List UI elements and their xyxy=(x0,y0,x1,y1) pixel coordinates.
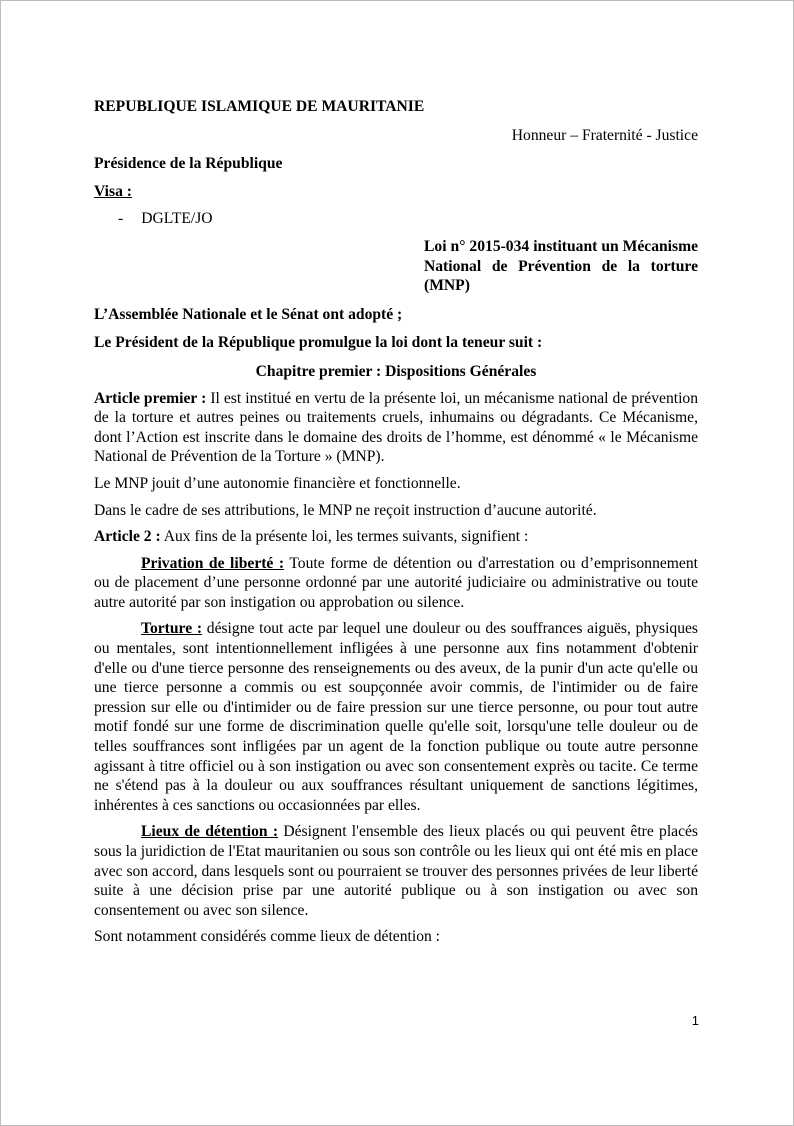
national-motto: Honneur – Fraternité - Justice xyxy=(511,126,698,144)
article-1-label: Article premier : xyxy=(94,389,207,407)
visa-item-text: DGLTE/JO xyxy=(141,210,213,228)
detention-places-intro: Sont notamment considérés comme lieux de détention : xyxy=(94,928,441,946)
presidency-heading: Présidence de la République xyxy=(94,155,283,173)
privation-definition: Toute forme de détention ou d'arrestation ou d’emprisonnement ou de placement d’une personne ordonné par une autorité judiciaire ou administrative ou toute autre autorité par son instigation ou approbation ou silence. xyxy=(94,554,698,611)
page-content xyxy=(94,97,698,947)
adoption-statement: L’Assemblée Nationale et le Sénat ont adopté ; xyxy=(94,305,403,323)
lieux-definition: Désignent l'ensemble des lieux placés ou qui peuvent être placés sous la juridiction de l'Etat mauritanien ou sous son contrôle ou les lieux qui ont été mis en place avec son accord, dans lesquels sont ou pourraient se trouver des personnes privées de leur liberté suite à une décision prise par une autorité publique ou à son instigation ou avec son consentement ou avec son silence. xyxy=(94,823,699,919)
visa-item-dash: - xyxy=(118,210,124,228)
definition-lieux xyxy=(94,822,698,920)
privation-term: Privation de liberté : xyxy=(141,554,285,572)
lieux-term: Lieux de détention : xyxy=(141,823,279,841)
torture-term: Torture : xyxy=(141,620,203,638)
country-name: REPUBLIQUE ISLAMIQUE DE MAURITANIE xyxy=(94,98,425,115)
page-number: 1 xyxy=(691,1013,699,1028)
article-2-label: Article 2 : xyxy=(94,528,161,546)
article-1-autonomy: Le MNP jouit d’une autonomie financière et fonctionnelle. xyxy=(94,474,461,492)
promulgation-statement: Le Président de la République promulgue la loi dont la teneur suit : xyxy=(94,334,543,352)
article-1-text: Il est institué en vertu de la présente loi, un mécanisme national de prévention de la torture et autres peines ou traitements cruels, inhumains ou dégradants. Ce Mécanisme, dont l’Action est inscrite dans le domaine des droits de l’homme, est dénommé « le Mécanisme National de Prévention de la Torture » (MNP). xyxy=(94,389,698,466)
article-1-paragraph xyxy=(94,389,698,467)
article-2-intro-text: Aux fins de la présente loi, les termes suivants, signifient : xyxy=(160,528,529,546)
torture-definition: désigne tout acte par lequel une douleur ou des souffrances aiguës, physiques ou mentales, sont intentionnellement infligées à une personne aux fins notamment d'obtenir d'elle ou d'une tierce personne des renseignements ou des aveux, de la punir d'un acte qu'elle ou une tierce personne a commis ou est soupçonnée avoir commis, de l'intimider ou de faire pression sur elle ou d'intimider ou de faire pression sur une tierce personne, ou pour tout autre motif fondé sur une forme de discrimination quelle qu'elle soit, lorsqu'une telle douleur ou de telles souffrances sont infligées par un agent de la fonction publique ou toute autre personne agissant à titre officiel ou à son instigation ou avec son consentement exprès ou tacite. Ce terme ne s'étend pas à la douleur ou aux souffrances résultant uniquement de sanctions légitimes, inhérentes à ces sanctions ou occasionnées par elles. xyxy=(94,620,698,814)
article-2-intro xyxy=(94,527,698,547)
visa-label: Visa : xyxy=(94,182,132,200)
article-1-independence: Dans le cadre de ses attributions, le MNP ne reçoit instruction d’aucune autorité. xyxy=(94,501,597,519)
visa-item xyxy=(94,209,698,229)
definition-privation xyxy=(94,554,698,613)
chapter-title: Chapitre premier : Dispositions Générales xyxy=(255,362,537,380)
definition-torture xyxy=(94,619,698,815)
law-title: Loi n° 2015-034 instituant un Mécanisme National de Prévention de la torture (MNP) xyxy=(424,237,698,295)
